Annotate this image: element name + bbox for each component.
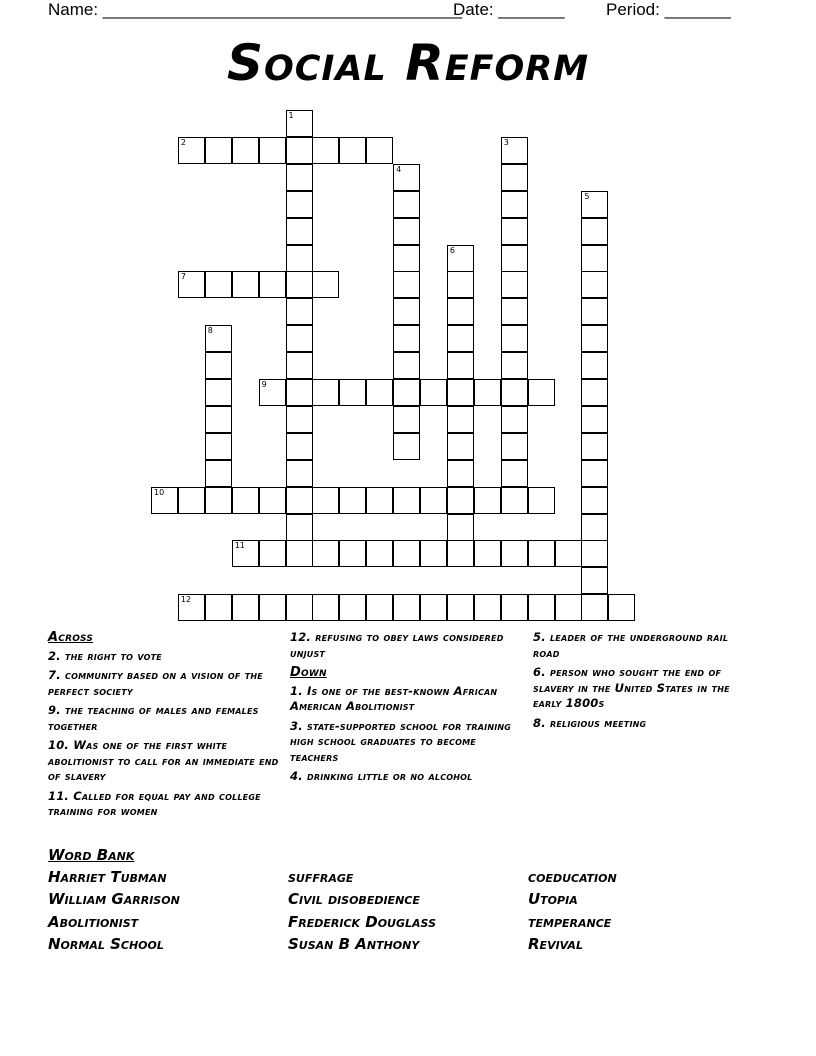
crossword-cell[interactable] bbox=[259, 540, 286, 567]
crossword-cell[interactable] bbox=[501, 191, 528, 218]
crossword-cell[interactable] bbox=[178, 271, 205, 298]
clue-number: 3 bbox=[503, 137, 509, 147]
crossword-cell[interactable] bbox=[447, 594, 474, 621]
crossword-cell[interactable] bbox=[205, 325, 232, 352]
crossword-cell[interactable] bbox=[286, 110, 313, 137]
crossword-cell[interactable] bbox=[366, 137, 393, 164]
word-bank-item: Frederick Douglass bbox=[288, 913, 436, 931]
crossword-cell[interactable] bbox=[205, 433, 232, 460]
crossword-cell[interactable] bbox=[555, 540, 582, 567]
crossword-cell[interactable] bbox=[286, 406, 313, 433]
crossword-cell[interactable] bbox=[501, 325, 528, 352]
crossword-cell[interactable] bbox=[178, 487, 205, 514]
crossword-cell[interactable] bbox=[501, 433, 528, 460]
word-bank-item: Normal School bbox=[48, 935, 164, 953]
clue-number: 5 bbox=[584, 191, 590, 201]
crossword-cell[interactable] bbox=[528, 594, 555, 621]
crossword-cell[interactable] bbox=[205, 352, 232, 379]
crossword-cell[interactable] bbox=[581, 379, 608, 406]
crossword-cell[interactable] bbox=[474, 487, 501, 514]
across-clues bbox=[48, 630, 283, 824]
crossword-cell[interactable] bbox=[393, 218, 420, 245]
clue-across-10: 10. Was one of the first white abolitionist to call for an immediate end of slavery bbox=[48, 738, 279, 783]
word-bank-item: Abolitionist bbox=[48, 913, 139, 931]
crossword-cell[interactable] bbox=[581, 298, 608, 325]
crossword-cell[interactable] bbox=[420, 487, 447, 514]
crossword-cell[interactable] bbox=[393, 594, 420, 621]
clue-number: 1 bbox=[288, 111, 294, 120]
clue-number: 4 bbox=[396, 164, 402, 174]
crossword-cell[interactable] bbox=[312, 379, 339, 406]
crossword-cell[interactable] bbox=[581, 540, 608, 567]
crossword-cell[interactable] bbox=[581, 594, 608, 621]
clue-across-9: 9. the teaching of males and females together bbox=[48, 703, 259, 733]
clue-number: 6 bbox=[449, 245, 455, 255]
crossword-cell[interactable] bbox=[501, 245, 528, 272]
clue-across-12: 12. refusing to obey laws considered unjust bbox=[290, 630, 504, 660]
word-bank-item: William Garrison bbox=[48, 890, 180, 908]
clue-across-2: 2. the right to vote bbox=[48, 648, 162, 663]
crossword-cell[interactable] bbox=[286, 540, 313, 567]
crossword-cell[interactable] bbox=[581, 567, 608, 594]
clue-number: 9 bbox=[261, 380, 267, 389]
clue-number: 10 bbox=[154, 487, 165, 497]
crossword-cell[interactable] bbox=[393, 379, 420, 406]
crossword-cell[interactable] bbox=[312, 487, 339, 514]
crossword-cell[interactable] bbox=[581, 406, 608, 433]
crossword-cell[interactable] bbox=[447, 460, 474, 487]
crossword-cell[interactable] bbox=[420, 594, 447, 621]
period-field-label: Period: _______ bbox=[606, 0, 731, 19]
worksheet-header bbox=[48, 0, 768, 22]
crossword-cell[interactable] bbox=[581, 271, 608, 298]
across-heading: Across bbox=[48, 630, 94, 645]
crossword-cell[interactable] bbox=[205, 594, 232, 621]
clue-down-1: 1. Is one of the best-known African American Abolitionist bbox=[290, 683, 498, 713]
clue-number: 7 bbox=[180, 272, 186, 282]
crossword-cell[interactable] bbox=[286, 460, 313, 487]
word-bank-heading: Word Bank bbox=[48, 846, 135, 864]
word-bank-item: Susan B Anthony bbox=[288, 935, 420, 953]
crossword-cell[interactable] bbox=[528, 540, 555, 567]
crossword-cell[interactable] bbox=[447, 433, 474, 460]
crossword-cell[interactable] bbox=[393, 433, 420, 460]
crossword-cell[interactable] bbox=[205, 137, 232, 164]
page-title: Social Reform bbox=[226, 34, 590, 92]
crossword-cell[interactable] bbox=[501, 487, 528, 514]
crossword-cell[interactable] bbox=[366, 379, 393, 406]
crossword-cell[interactable] bbox=[393, 271, 420, 298]
crossword-cell[interactable] bbox=[581, 433, 608, 460]
crossword-cell[interactable] bbox=[393, 298, 420, 325]
crossword-cell[interactable] bbox=[393, 191, 420, 218]
crossword-cell[interactable] bbox=[339, 379, 366, 406]
crossword-cell[interactable] bbox=[339, 594, 366, 621]
crossword-cell[interactable] bbox=[232, 137, 259, 164]
down-clues bbox=[533, 630, 758, 735]
crossword-cell[interactable] bbox=[581, 460, 608, 487]
crossword-cell[interactable] bbox=[259, 487, 286, 514]
crossword-cell[interactable] bbox=[393, 352, 420, 379]
crossword-cell[interactable] bbox=[420, 540, 447, 567]
crossword-cell[interactable] bbox=[501, 271, 528, 298]
clue-number: 8 bbox=[207, 326, 213, 336]
crossword-cell[interactable] bbox=[581, 218, 608, 245]
crossword-cell[interactable] bbox=[312, 271, 339, 298]
crossword-cell[interactable] bbox=[205, 379, 232, 406]
crossword-cell[interactable] bbox=[501, 164, 528, 191]
crossword-cell[interactable] bbox=[555, 594, 582, 621]
crossword-cell[interactable] bbox=[286, 352, 313, 379]
crossword-cell[interactable] bbox=[447, 298, 474, 325]
crossword-cell[interactable] bbox=[474, 540, 501, 567]
crossword-cell[interactable] bbox=[286, 271, 313, 298]
crossword-cell[interactable] bbox=[393, 406, 420, 433]
crossword-cell[interactable] bbox=[286, 191, 313, 218]
crossword-cell[interactable] bbox=[420, 379, 447, 406]
crossword-cell[interactable] bbox=[339, 137, 366, 164]
crossword-cell[interactable] bbox=[312, 540, 339, 567]
name-field-label: Name: ______________________________________ bbox=[48, 0, 463, 19]
crossword-cell[interactable] bbox=[205, 460, 232, 487]
clue-down-4: 4. drinking little or no alcohol bbox=[290, 769, 473, 783]
clue-across-11: 11. Called for equal pay and college training for women bbox=[48, 788, 261, 818]
crossword-cell[interactable] bbox=[232, 271, 259, 298]
crossword-cell[interactable] bbox=[608, 594, 635, 621]
crossword-cell[interactable] bbox=[178, 137, 205, 164]
crossword-cell[interactable] bbox=[286, 245, 313, 272]
word-bank-item: suffrage bbox=[288, 868, 354, 886]
crossword-cell[interactable] bbox=[501, 460, 528, 487]
crossword-cell[interactable] bbox=[259, 271, 286, 298]
crossword-cell[interactable] bbox=[366, 540, 393, 567]
crossword-cell[interactable] bbox=[501, 540, 528, 567]
crossword-cell[interactable] bbox=[286, 298, 313, 325]
crossword-cell[interactable] bbox=[286, 487, 313, 514]
word-bank-item: coeducation bbox=[528, 868, 617, 886]
crossword-cell[interactable] bbox=[447, 245, 474, 272]
word-bank-item: Harriet Tubman bbox=[48, 868, 167, 886]
crossword-cell[interactable] bbox=[581, 514, 608, 541]
crossword-cell[interactable] bbox=[259, 137, 286, 164]
crossword-cell[interactable] bbox=[528, 487, 555, 514]
clue-across-7: 7. community based on a vision of the perfect society bbox=[48, 668, 263, 698]
crossword-cell[interactable] bbox=[232, 540, 259, 567]
crossword-cell[interactable] bbox=[581, 487, 608, 514]
crossword-cell[interactable] bbox=[178, 594, 205, 621]
clue-down-8: 8. religious meeting bbox=[533, 715, 647, 730]
crossword-cell[interactable] bbox=[286, 218, 313, 245]
clue-number: 2 bbox=[180, 137, 186, 147]
crossword-cell[interactable] bbox=[286, 137, 313, 164]
crossword-cell[interactable] bbox=[286, 379, 313, 406]
crossword-cell[interactable] bbox=[447, 325, 474, 352]
crossword-cell[interactable] bbox=[366, 594, 393, 621]
word-bank-item: temperance bbox=[528, 913, 612, 931]
crossword-cell[interactable] bbox=[501, 137, 528, 164]
crossword-cell[interactable] bbox=[501, 298, 528, 325]
middle-clues bbox=[290, 630, 525, 789]
clue-down-3: 3. state-supported school for training high school graduates to become teachers bbox=[290, 718, 512, 764]
crossword-cell[interactable] bbox=[447, 487, 474, 514]
word-bank-item: Utopia bbox=[528, 890, 578, 908]
crossword-cell[interactable] bbox=[393, 540, 420, 567]
crossword-cell[interactable] bbox=[312, 594, 339, 621]
crossword-cell[interactable] bbox=[286, 433, 313, 460]
crossword-cell[interactable] bbox=[501, 594, 528, 621]
crossword-cell[interactable] bbox=[474, 594, 501, 621]
crossword-cell[interactable] bbox=[259, 594, 286, 621]
crossword-cell[interactable] bbox=[501, 218, 528, 245]
crossword-cell[interactable] bbox=[151, 487, 178, 514]
crossword-cell[interactable] bbox=[581, 352, 608, 379]
crossword-cell[interactable] bbox=[259, 379, 286, 406]
crossword-cell[interactable] bbox=[232, 487, 259, 514]
crossword-cell[interactable] bbox=[447, 379, 474, 406]
clue-number: 11 bbox=[234, 541, 245, 551]
crossword-cell[interactable] bbox=[286, 514, 313, 541]
crossword-cell[interactable] bbox=[366, 487, 393, 514]
crossword-cell[interactable] bbox=[286, 325, 313, 352]
clue-down-6: 6. person who sought the end of slavery in the United States in the early 1800s bbox=[533, 665, 730, 710]
crossword-cell[interactable] bbox=[393, 245, 420, 272]
crossword-cell[interactable] bbox=[474, 379, 501, 406]
crossword-cell[interactable] bbox=[528, 379, 555, 406]
crossword-cell[interactable] bbox=[501, 406, 528, 433]
crossword-cell[interactable] bbox=[339, 540, 366, 567]
crossword-cell[interactable] bbox=[205, 406, 232, 433]
crossword-cell[interactable] bbox=[581, 191, 608, 218]
crossword-cell[interactable] bbox=[447, 271, 474, 298]
word-bank-item: Civil disobedience bbox=[288, 890, 420, 908]
crossword-cell[interactable] bbox=[286, 594, 313, 621]
clue-down-5: 5. leader of the underground rail road bbox=[533, 630, 729, 660]
word-bank-item: Revival bbox=[528, 935, 583, 953]
crossword-cell[interactable] bbox=[501, 352, 528, 379]
crossword-cell[interactable] bbox=[205, 487, 232, 514]
crossword-cell[interactable] bbox=[393, 164, 420, 191]
clue-number: 12 bbox=[180, 595, 192, 605]
crossword-cell[interactable] bbox=[447, 540, 474, 567]
crossword-cell[interactable] bbox=[581, 325, 608, 352]
down-heading: Down bbox=[290, 665, 327, 680]
crossword-cell[interactable] bbox=[339, 487, 366, 514]
crossword-cell[interactable] bbox=[232, 594, 259, 621]
crossword-cell[interactable] bbox=[501, 379, 528, 406]
crossword-cell[interactable] bbox=[393, 487, 420, 514]
crossword-cell[interactable] bbox=[581, 245, 608, 272]
crossword-cell[interactable] bbox=[447, 406, 474, 433]
crossword-cell[interactable] bbox=[205, 271, 232, 298]
date-field-label: Date: _______ bbox=[453, 0, 565, 19]
crossword-cell[interactable] bbox=[393, 325, 420, 352]
crossword-cell[interactable] bbox=[447, 352, 474, 379]
crossword-cell[interactable] bbox=[447, 514, 474, 541]
crossword-cell[interactable] bbox=[286, 164, 313, 191]
crossword-cell[interactable] bbox=[312, 137, 339, 164]
